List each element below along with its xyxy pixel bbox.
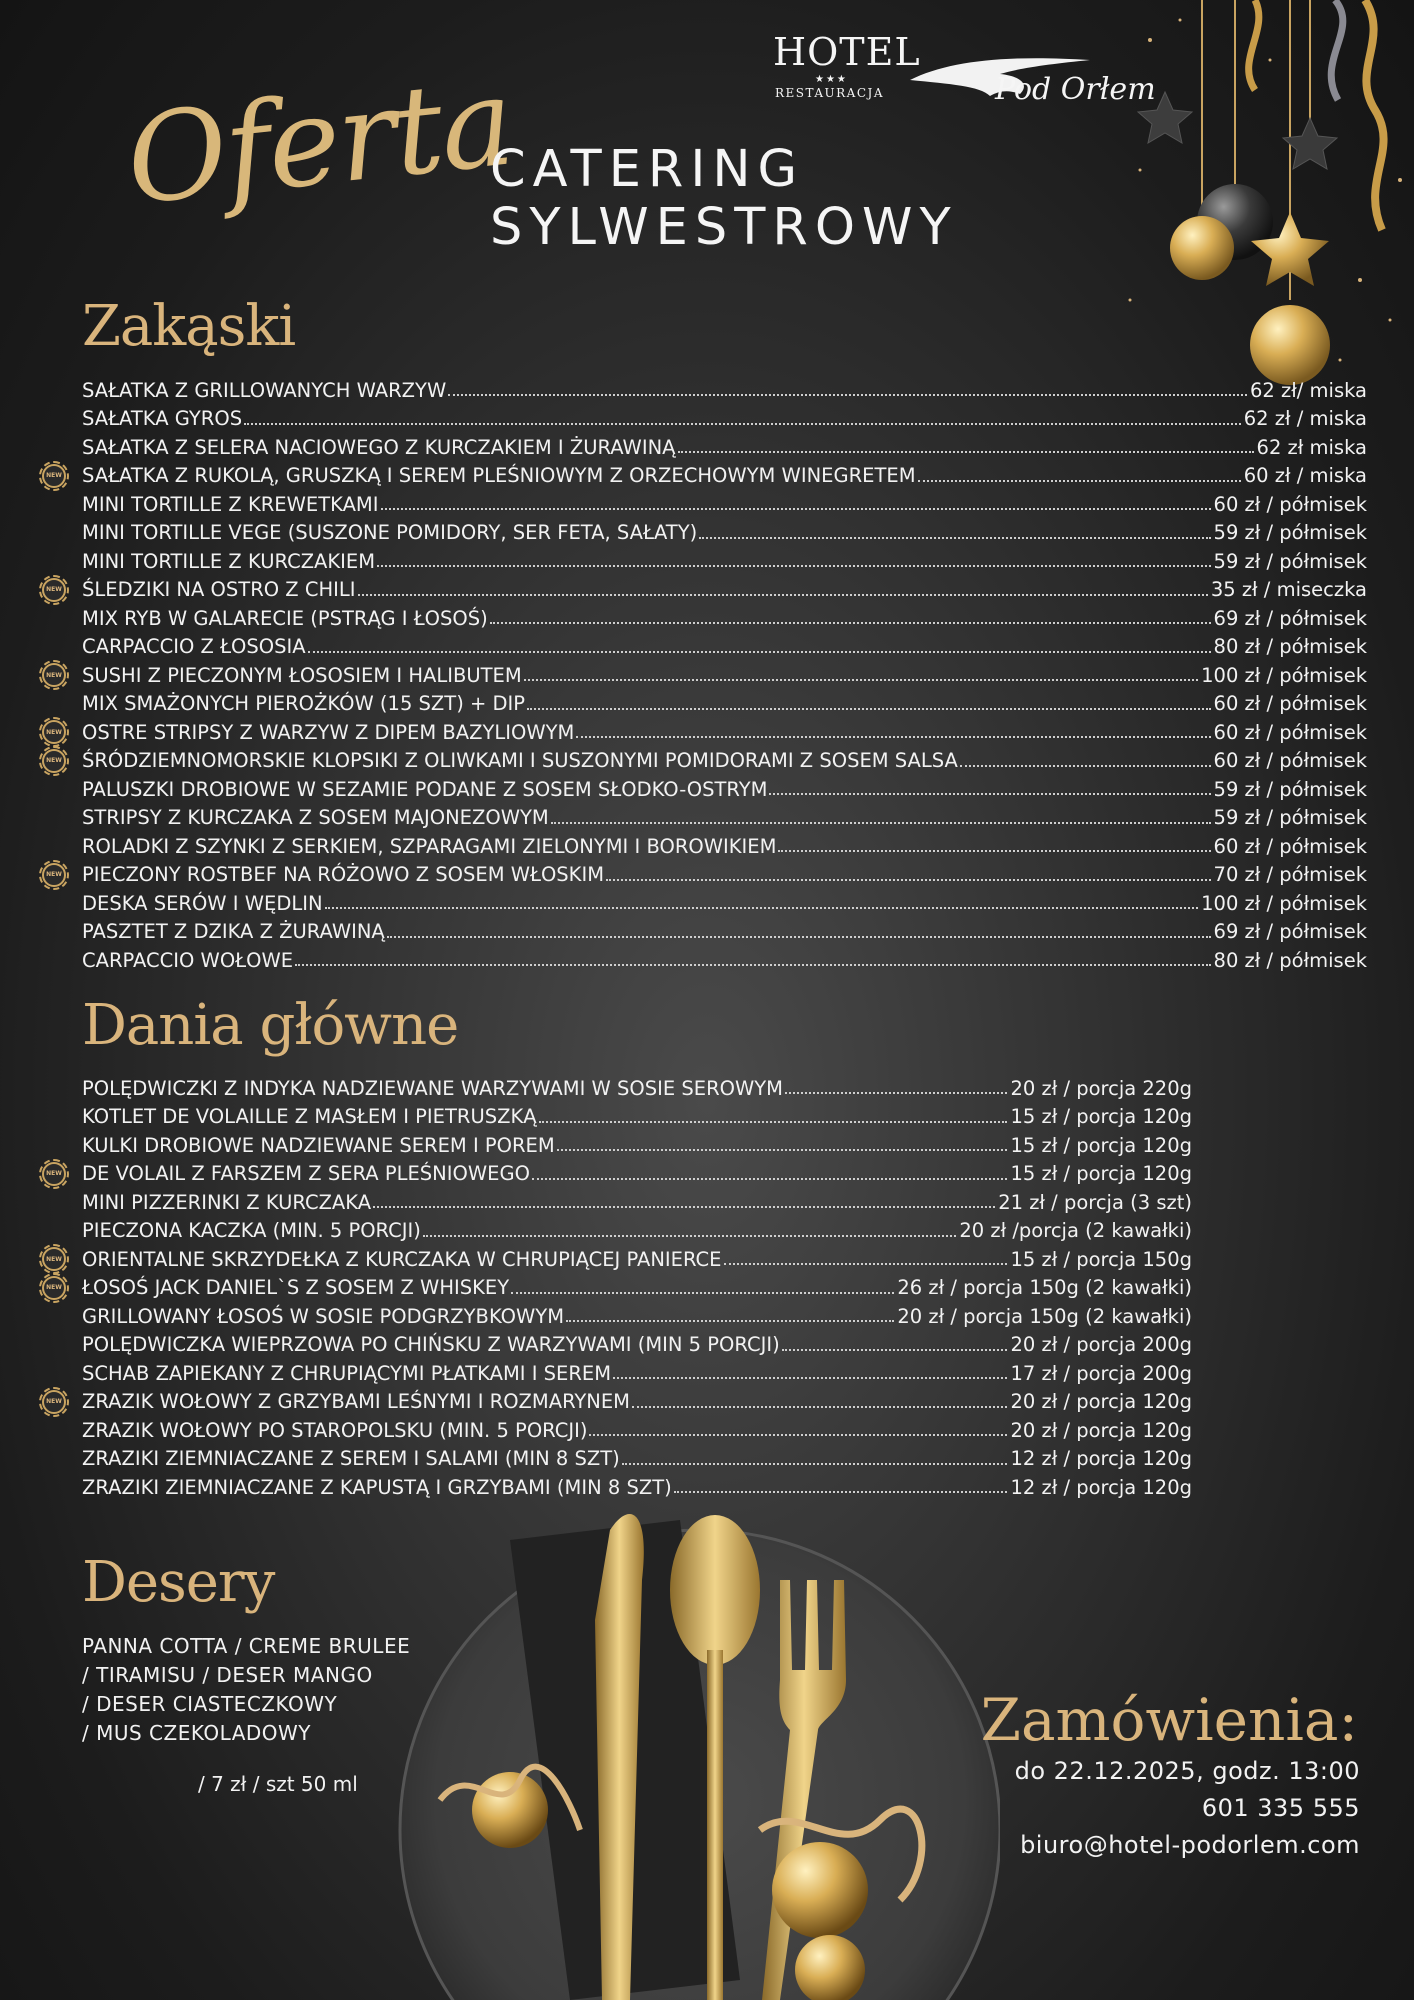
hotel-logo <box>770 22 1180 132</box>
catering-title-line1: CATERING <box>490 140 805 199</box>
desery-list <box>82 1632 410 1748</box>
menu-item-name: DESKA SERÓW I WĘDLIN <box>82 891 323 915</box>
menu-item-price: 60 zł / półmisek <box>1213 492 1367 516</box>
dotted-leader <box>566 1320 894 1322</box>
dotted-leader <box>678 451 1254 453</box>
menu-item-name: PIECZONY ROSTBEF NA RÓŻOWO Z SOSEM WŁOSKIM <box>82 863 605 887</box>
menu-item-row <box>46 1245 1192 1274</box>
menu-item-row <box>82 547 1367 576</box>
menu-item-price: 12 zł / porcja 120g <box>1010 1475 1192 1499</box>
plate-cutlery-decoration <box>380 1500 1000 2000</box>
zakaski-list <box>46 376 1367 975</box>
menu-item-row <box>82 1302 1192 1331</box>
dotted-leader <box>448 394 1247 396</box>
menu-item-row <box>46 462 1367 491</box>
logo-stars: ★★★ <box>815 74 848 85</box>
menu-item-row <box>82 1131 1192 1160</box>
menu-item-price: 70 zł / półmisek <box>1213 863 1367 887</box>
menu-item-name: CARPACCIO Z ŁOSOSIA <box>82 635 306 659</box>
menu-item-price: 59 zł / półmisek <box>1213 806 1367 830</box>
menu-item-price: 62 zł/ miska <box>1249 378 1367 402</box>
dotted-leader <box>606 879 1210 881</box>
menu-item-row <box>82 633 1367 662</box>
menu-item-price: 59 zł / półmisek <box>1213 521 1367 545</box>
menu-item-price: 62 zł miska <box>1256 435 1367 459</box>
menu-item-price: 60 zł / półmisek <box>1213 834 1367 858</box>
menu-item-price: 59 zł / półmisek <box>1213 549 1367 573</box>
new-badge-icon: NEW <box>42 749 66 773</box>
menu-item-row <box>82 405 1367 434</box>
menu-item-price: 60 zł / półmisek <box>1213 720 1367 744</box>
menu-item-price: 20 zł / porcja 220g <box>1010 1076 1192 1100</box>
menu-item-row <box>82 1359 1192 1388</box>
new-badge-icon: NEW <box>42 1247 66 1271</box>
menu-item-price: 12 zł / porcja 120g <box>1010 1447 1192 1471</box>
menu-item-price: 21 zł / porcja (3 szt) <box>998 1190 1192 1214</box>
dotted-leader <box>769 793 1210 795</box>
menu-item-price: 15 zł / porcja 150g <box>1010 1247 1192 1271</box>
menu-item-row <box>46 576 1367 605</box>
menu-item-name: PALUSZKI DROBIOWE W SEZAMIE PODANE Z SOSEM SŁODKO-OSTRYM <box>82 777 768 801</box>
dotted-leader <box>532 1178 1008 1180</box>
desery-price: / 7 zł / szt 50 ml <box>198 1772 358 1796</box>
menu-item-name: KULKI DROBIOWE NADZIEWANE SEREM I POREM <box>82 1133 555 1157</box>
new-badge-icon: NEW <box>42 464 66 488</box>
menu-item-price: 80 zł / półmisek <box>1213 635 1367 659</box>
dotted-leader <box>381 508 1211 510</box>
menu-item-row <box>82 946 1367 975</box>
menu-item-price: 20 zł / porcja 120g <box>1010 1390 1192 1414</box>
menu-item-name: POLĘDWICZKA WIEPRZOWA PO CHIŃSKU Z WARZYWAMI (MIN 5 PORCJI) <box>82 1333 780 1357</box>
logo-name-text: Pod Orłem <box>995 72 1156 107</box>
new-badge-icon: NEW <box>42 1390 66 1414</box>
logo-hotel-text: HOTEL <box>773 30 921 74</box>
menu-item-price: 69 zł / półmisek <box>1213 920 1367 944</box>
dotted-leader <box>613 1377 1007 1379</box>
dotted-leader <box>699 537 1210 539</box>
order-email[interactable]: biuro@hotel-podorlem.com <box>1020 1831 1360 1859</box>
menu-item-name: KOTLET DE VOLAILLE Z MASŁEM I PIETRUSZKĄ <box>82 1105 537 1129</box>
menu-item-name: MINI TORTILLE VEGE (SUSZONE POMIDORY, SER FETA, SAŁATY) <box>82 521 698 545</box>
order-deadline: do 22.12.2025, godz. 13:00 <box>1014 1757 1360 1785</box>
dotted-leader <box>527 708 1210 710</box>
menu-item-name: POLĘDWICZKI Z INDYKA NADZIEWANE WARZYWAMI W SOSIE SEROWYM <box>82 1076 783 1100</box>
menu-item-row <box>82 889 1367 918</box>
menu-item-row <box>82 832 1367 861</box>
menu-item-row <box>82 490 1367 519</box>
new-badge-icon: NEW <box>42 863 66 887</box>
menu-item-name: DE VOLAIL Z FARSZEM Z SERA PLEŚNIOWEGO <box>82 1162 530 1186</box>
menu-item-name: ZRAZIK WOŁOWY PO STAROPOLSKU (MIN. 5 PORCJI) <box>82 1418 588 1442</box>
deser-line: PANNA COTTA / CREME BRULEE <box>82 1634 411 1658</box>
menu-item-name: SAŁATKA Z GRILLOWANYCH WARZYW <box>82 378 447 402</box>
menu-item-price: 15 zł / porcja 120g <box>1010 1133 1192 1157</box>
menu-item-name: ROLADKI Z SZYNKI Z SERKIEM, SZPARAGAMI ZIELONYMI I BOROWIKIEM <box>82 834 777 858</box>
menu-item-row <box>82 376 1367 405</box>
menu-item-row <box>82 1416 1192 1445</box>
menu-item-row <box>82 1074 1192 1103</box>
deser-line: / TIRAMISU / DESER MANGO <box>82 1663 373 1687</box>
menu-item-price: 80 zł / półmisek <box>1213 948 1367 972</box>
menu-item-row <box>46 1274 1192 1303</box>
dania-list <box>46 1074 1192 1502</box>
desery-section-title: Desery <box>82 1550 275 1615</box>
menu-item-row <box>46 861 1367 890</box>
zamowienia-title: Zamówienia: <box>980 1686 1358 1754</box>
menu-item-name: ZRAZIKI ZIEMNIACZANE Z KAPUSTĄ I GRZYBAMI (MIN 8 SZT) <box>82 1475 672 1499</box>
menu-item-price: 69 zł / półmisek <box>1213 606 1367 630</box>
menu-item-price: 100 zł / półmisek <box>1201 891 1367 915</box>
menu-item-price: 59 zł / półmisek <box>1213 777 1367 801</box>
dotted-leader <box>511 1292 894 1294</box>
menu-item-name: ZRAZIKI ZIEMNIACZANE Z SEREM I SALAMI (MIN 8 SZT) <box>82 1447 620 1471</box>
dotted-leader <box>785 1092 1007 1094</box>
menu-item-name: SAŁATKA GYROS <box>82 407 243 431</box>
menu-item-price: 62 zł / miska <box>1243 407 1367 431</box>
deser-line: / DESER CIASTECZKOWY <box>82 1692 338 1716</box>
dotted-leader <box>358 594 1208 596</box>
deser-line: / MUS CZEKOLADOWY <box>82 1721 312 1745</box>
menu-item-name: GRILLOWANY ŁOSOŚ W SOSIE PODGRZYBKOWYM <box>82 1304 565 1328</box>
dotted-leader <box>295 964 1210 966</box>
menu-item-price: 15 zł / porcja 120g <box>1010 1105 1192 1129</box>
menu-item-name: SUSHI Z PIECZONYM ŁOSOSIEM I HALIBUTEM <box>82 663 522 687</box>
dotted-leader <box>490 622 1211 624</box>
menu-item-name: ZRAZIK WOŁOWY Z GRZYBAMI LEŚNYMI I ROZMARYNEM <box>82 1390 631 1414</box>
menu-item-name: CARPACCIO WOŁOWE <box>82 948 294 972</box>
menu-item-name: SCHAB ZAPIEKANY Z CHRUPIĄCYMI PŁATKAMI I SEREM <box>82 1361 612 1385</box>
dotted-leader <box>325 907 1199 909</box>
menu-item-row <box>46 1160 1192 1189</box>
dotted-leader <box>524 679 1198 681</box>
dotted-leader <box>589 1434 1007 1436</box>
dotted-leader <box>423 1235 957 1237</box>
dotted-leader <box>778 850 1210 852</box>
new-badge-icon: NEW <box>42 578 66 602</box>
menu-item-row <box>82 1445 1192 1474</box>
menu-item-row <box>82 519 1367 548</box>
menu-item-name: ŁOSOŚ JACK DANIEL`S Z SOSEM Z WHISKEY <box>82 1276 510 1300</box>
menu-item-price: 20 zł / porcja 120g <box>1010 1418 1192 1442</box>
menu-item-name: MINI TORTILLE Z KURCZAKIEM <box>82 549 376 573</box>
menu-item-price: 60 zł / półmisek <box>1213 749 1367 773</box>
dotted-leader <box>674 1491 1008 1493</box>
menu-item-row <box>82 1188 1192 1217</box>
menu-item-name: ŚLEDZIKI NA OSTRO Z CHILI <box>82 578 356 602</box>
menu-item-price: 100 zł / półmisek <box>1201 663 1367 687</box>
menu-item-row <box>82 604 1367 633</box>
menu-item-row <box>82 775 1367 804</box>
menu-item-row <box>82 433 1367 462</box>
dotted-leader <box>308 651 1211 653</box>
dotted-leader <box>632 1406 1007 1408</box>
menu-item-name: MINI PIZZERINKI Z KURCZAKA <box>82 1190 372 1214</box>
dotted-leader <box>244 423 1241 425</box>
order-phone[interactable]: 601 335 555 <box>1201 1794 1360 1822</box>
menu-item-row <box>82 690 1367 719</box>
dotted-leader <box>387 936 1211 938</box>
menu-item-row <box>82 1473 1192 1502</box>
dotted-leader <box>373 1206 995 1208</box>
dotted-leader <box>782 1349 1008 1351</box>
menu-item-name: MINI TORTILLE Z KREWETKAMI <box>82 492 379 516</box>
dotted-leader <box>576 736 1210 738</box>
menu-item-row <box>46 718 1367 747</box>
menu-item-price: 17 zł / porcja 200g <box>1010 1361 1192 1385</box>
new-badge-icon: NEW <box>42 720 66 744</box>
menu-item-name: ORIENTALNE SKRZYDEŁKA Z KURCZAKA W CHRUPIĄCEJ PANIERCE <box>82 1247 722 1271</box>
menu-item-row <box>46 661 1367 690</box>
menu-item-name: ŚRÓDZIEMNOMORSKIE KLOPSIKI Z OLIWKAMI I SUSZONYMI POMIDORAMI Z SOSEM SALSA <box>82 749 958 773</box>
dania-section-title: Dania główne <box>82 993 459 1058</box>
menu-item-price: 20 zł / porcja 200g <box>1010 1333 1192 1357</box>
menu-item-row <box>82 918 1367 947</box>
new-badge-icon: NEW <box>42 1276 66 1300</box>
menu-item-row <box>82 1103 1192 1132</box>
menu-item-name: PIECZONA KACZKA (MIN. 5 PORCJI) <box>82 1219 421 1243</box>
dotted-leader <box>724 1263 1008 1265</box>
menu-item-price: 26 zł / porcja 150g (2 kawałki) <box>897 1276 1192 1300</box>
menu-item-name: MIX RYB W GALARECIE (PSTRĄG I ŁOSOŚ) <box>82 606 488 630</box>
dotted-leader <box>960 765 1211 767</box>
dotted-leader <box>918 480 1241 482</box>
menu-item-row <box>46 747 1367 776</box>
menu-item-name: SAŁATKA Z RUKOLĄ, GRUSZKĄ I SEREM PLEŚNIOWYM Z ORZECHOWYM WINEGRETEM <box>82 464 916 488</box>
menu-item-name: PASZTET Z DZIKA Z ŻURAWINĄ <box>82 920 385 944</box>
menu-item-name: MIX SMAŻONYCH PIEROŻKÓW (15 SZT) + DIP <box>82 692 526 716</box>
menu-item-price: 20 zł /porcja (2 kawałki) <box>959 1219 1192 1243</box>
menu-item-name: SAŁATKA Z SELERA NACIOWEGO Z KURCZAKIEM I ŻURAWINĄ <box>82 435 676 459</box>
logo-restauracja-text: RESTAURACJA <box>775 86 885 100</box>
dotted-leader <box>557 1149 1008 1151</box>
menu-item-price: 35 zł / miseczka <box>1210 578 1367 602</box>
dotted-leader <box>551 822 1211 824</box>
catering-title-line2: SYLWESTROWY <box>490 198 958 257</box>
zakaski-section-title: Zakąski <box>82 294 296 359</box>
new-badge-icon: NEW <box>42 1162 66 1186</box>
menu-item-price: 15 zł / porcja 120g <box>1010 1162 1192 1186</box>
menu-item-row <box>82 1331 1192 1360</box>
oferta-title: Oferta <box>120 50 519 233</box>
menu-item-name: OSTRE STRIPSY Z WARZYW Z DIPEM BAZYLIOWYM <box>82 720 575 744</box>
menu-item-row <box>46 1388 1192 1417</box>
dotted-leader <box>539 1121 1008 1123</box>
menu-item-row <box>82 804 1367 833</box>
menu-item-price: 60 zł / miska <box>1243 464 1367 488</box>
menu-item-row <box>82 1217 1192 1246</box>
menu-item-price: 20 zł / porcja 150g (2 kawałki) <box>897 1304 1192 1328</box>
dotted-leader <box>622 1463 1008 1465</box>
menu-item-price: 60 zł / półmisek <box>1213 692 1367 716</box>
dotted-leader <box>377 565 1210 567</box>
new-badge-icon: NEW <box>42 663 66 687</box>
menu-item-name: STRIPSY Z KURCZAKA Z SOSEM MAJONEZOWYM <box>82 806 549 830</box>
